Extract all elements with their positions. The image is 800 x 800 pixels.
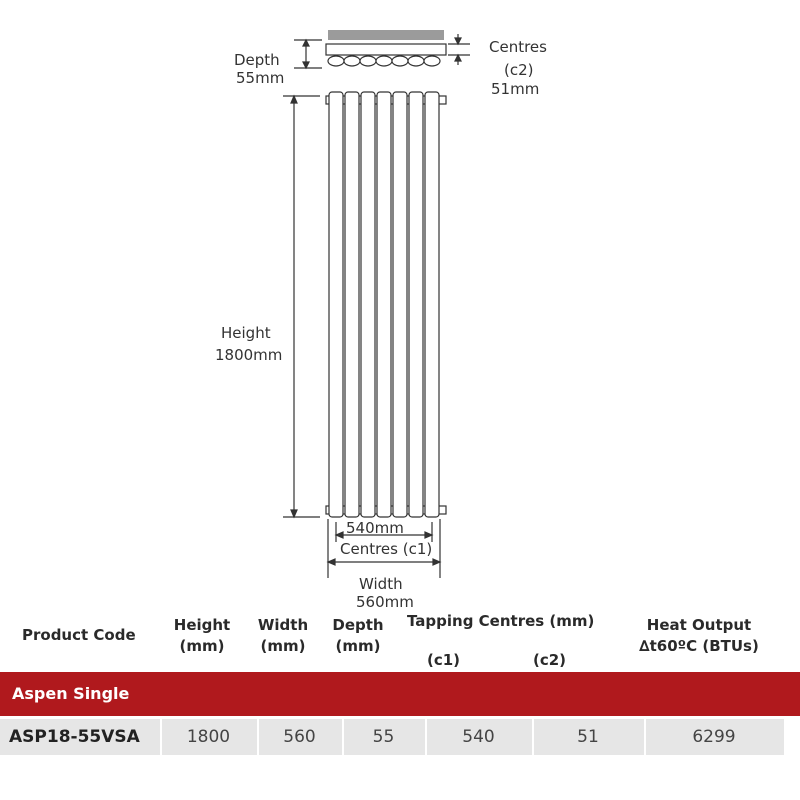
header-width-unit: (mm) xyxy=(260,637,306,655)
header-depth: Depth xyxy=(332,616,384,634)
height-label: Height xyxy=(221,324,271,342)
height-value: 1800mm xyxy=(215,346,283,364)
cell-height: 1800 xyxy=(186,727,231,747)
centres-c1-label: Centres (c1) xyxy=(340,540,433,558)
centres-c2-suffix: (c2) xyxy=(504,61,534,79)
wall-plate xyxy=(328,30,444,40)
cell-c1: 540 xyxy=(462,727,495,747)
width-label: Width xyxy=(359,575,403,593)
top-view xyxy=(294,30,470,68)
height-dimension xyxy=(283,96,320,517)
depth-label: Depth xyxy=(234,51,280,69)
cell-heat-output: 6299 xyxy=(692,727,736,747)
centres-c2-dimension xyxy=(448,34,470,65)
group-label: Aspen Single xyxy=(12,684,130,703)
header-width: Width xyxy=(257,616,309,634)
depth-value: 55mm xyxy=(236,69,285,87)
header-height: Height xyxy=(173,616,231,634)
front-view xyxy=(283,92,446,578)
depth-dimension xyxy=(294,40,322,68)
centres-c2-label: Centres xyxy=(489,38,547,56)
width-value: 560mm xyxy=(356,593,414,611)
header-product-code: Product Code xyxy=(22,626,136,644)
cell-product-code: ASP18-55VSA xyxy=(9,727,140,747)
top-bar xyxy=(326,44,446,55)
header-height-unit: (mm) xyxy=(179,637,225,655)
vertical-tubes xyxy=(329,92,439,517)
header-heat-output: Heat Output xyxy=(646,616,752,634)
centres-c2-value: 51mm xyxy=(491,80,540,98)
header-c1: (c1) xyxy=(427,651,461,669)
cell-width: 560 xyxy=(283,727,316,747)
cell-depth: 55 xyxy=(372,727,395,747)
header-depth-unit: (mm) xyxy=(335,637,381,655)
header-tapping-centres: Tapping Centres (mm) xyxy=(407,612,595,630)
header-c2: (c2) xyxy=(533,651,567,669)
cell-c2: 51 xyxy=(577,727,599,747)
centres-c1-value: 540mm xyxy=(346,519,404,537)
header-heat-output-unit: ∆t60ºC (BTUs) xyxy=(639,637,759,655)
tube-sections xyxy=(328,56,440,66)
